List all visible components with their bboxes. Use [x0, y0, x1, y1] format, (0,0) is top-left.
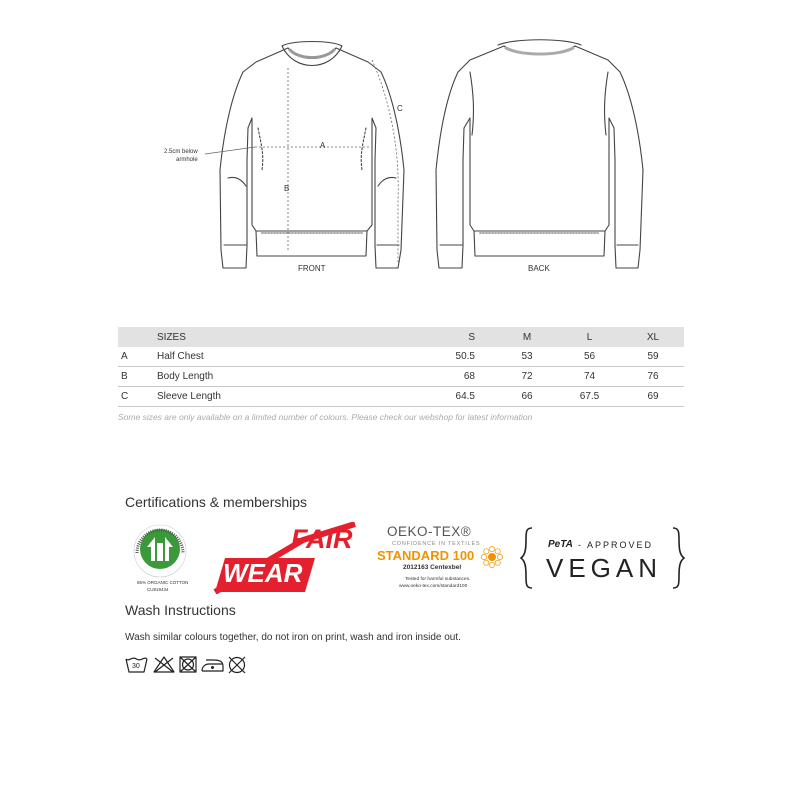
wash-icons — [125, 655, 265, 675]
front-sweatshirt-outline — [220, 48, 404, 268]
oekotex-logo — [373, 522, 513, 594]
annotation-line1: 2.5cm below — [164, 149, 198, 155]
peta-vegan-logo — [520, 524, 685, 592]
gots-logo — [125, 523, 195, 595]
oekotex-subtitle: CONFIDENCE IN TEXTILES — [392, 541, 481, 547]
table-row — [118, 347, 684, 367]
no-dry-clean-icon — [229, 657, 245, 673]
peta-approved: - APPROVED — [578, 540, 654, 550]
cell-s: 68 — [385, 367, 497, 387]
header-code — [118, 327, 157, 347]
table-row — [118, 387, 684, 407]
cell-xl: 59 — [622, 347, 684, 367]
gots-caption2: CU819434 — [147, 587, 169, 592]
table-row — [118, 367, 684, 387]
row-code: B — [118, 367, 157, 387]
size-note: Some sizes are only available on a limited number of colours. Please check our webshop for latest information — [118, 412, 533, 422]
gots-caption1: 85% ORGANIC COTTON — [137, 580, 189, 585]
measure-label-b: B — [284, 184, 290, 193]
size-table — [118, 327, 684, 407]
cell-l: 56 — [557, 347, 622, 367]
back-label: BACK — [528, 264, 550, 273]
oekotex-title: OEKO-TEX® — [387, 524, 472, 539]
fairwear-word1: FAIR — [291, 524, 353, 554]
oekotex-flower-icon — [481, 546, 503, 568]
measure-label-c: C — [397, 104, 403, 113]
cell-m: 72 — [497, 367, 557, 387]
row-name: Sleeve Length — [157, 387, 385, 407]
cell-m: 66 — [497, 387, 557, 407]
cell-s: 50.5 — [385, 347, 497, 367]
row-code: A — [118, 347, 157, 367]
header-sizes: SIZES — [157, 327, 385, 347]
no-bleach-icon — [154, 657, 174, 672]
peta-brand: PeTA — [548, 539, 573, 550]
wash-temp: 30 — [132, 663, 140, 670]
back-sweatshirt-outline — [436, 46, 643, 268]
sweatshirt-sketch — [0, 0, 800, 300]
iron-low-icon — [202, 660, 223, 671]
row-code: C — [118, 387, 157, 407]
fairwear-word2: WEAR — [223, 558, 303, 588]
oekotex-url: www.oeko-tex.com/standard100 — [399, 584, 468, 589]
gots-seal-icon — [125, 523, 195, 579]
row-name: Body Length — [157, 367, 385, 387]
no-tumble-dry-icon — [180, 657, 196, 672]
cell-s: 64.5 — [385, 387, 497, 407]
header-m: M — [497, 327, 557, 347]
certifications-heading: Certifications & memberships — [125, 494, 308, 510]
oekotex-code: 2012163 Centexbel — [403, 564, 462, 571]
cell-l: 74 — [557, 367, 622, 387]
measure-label-a: A — [320, 141, 326, 150]
cell-m: 53 — [497, 347, 557, 367]
oekotex-standard: STANDARD 100 — [377, 548, 475, 563]
wash-text: Wash similar colours together, do not iron on print, wash and iron inside out. — [125, 632, 461, 643]
cell-xl: 69 — [622, 387, 684, 407]
row-name: Half Chest — [157, 347, 385, 367]
cell-xl: 76 — [622, 367, 684, 387]
header-xl: XL — [622, 327, 684, 347]
wash-heading: Wash Instructions — [125, 602, 236, 618]
fairwear-logo — [205, 522, 365, 594]
front-label: FRONT — [298, 264, 326, 273]
oekotex-tested: Tested for harmful substances. — [405, 577, 471, 582]
header-s: S — [385, 327, 497, 347]
header-l: L — [557, 327, 622, 347]
size-table-header — [118, 327, 684, 347]
cell-l: 67.5 — [557, 387, 622, 407]
annotation-line2: armhole — [176, 157, 198, 163]
peta-vegan: VEGAN — [546, 553, 663, 583]
